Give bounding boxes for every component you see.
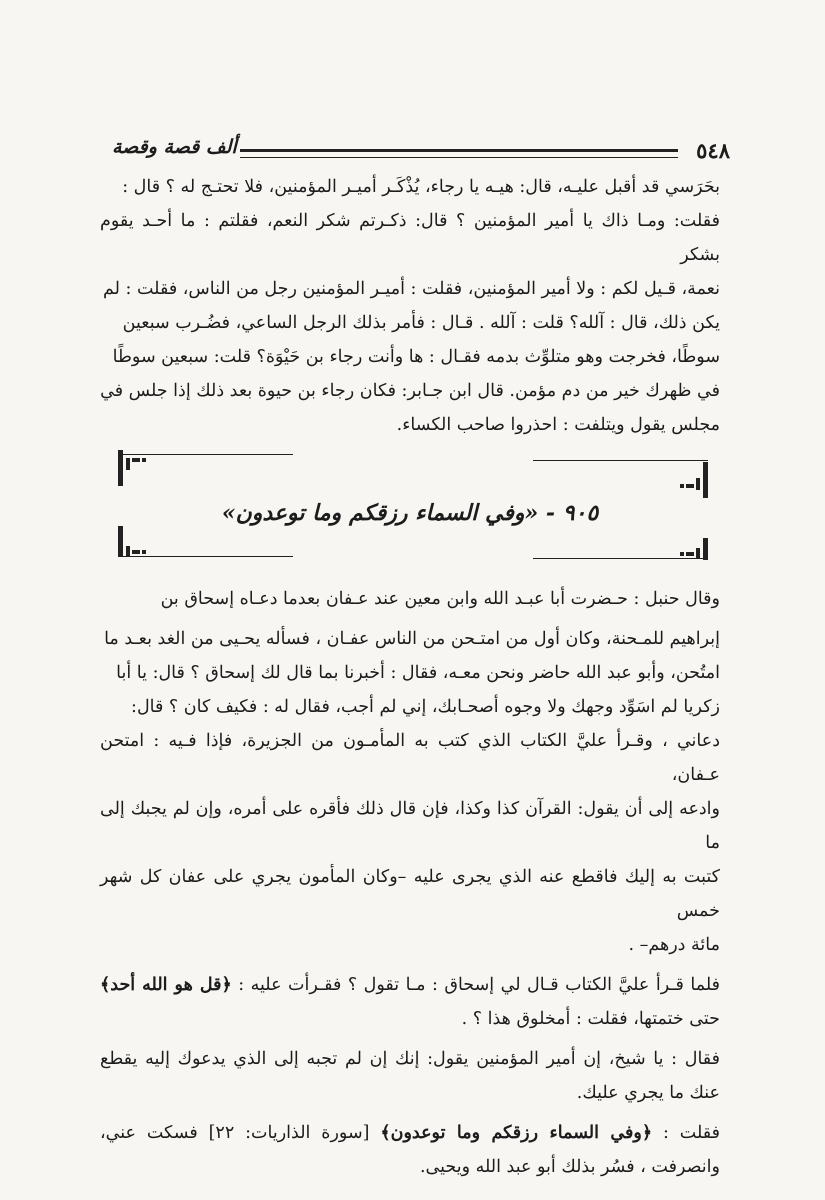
paragraph bbox=[100, 1116, 720, 1184]
text-line: نعمة، قـيل لكم : ولا أمير المؤمنين، فقلت : أميـر المؤمنين رجل من الناس، فقلت : لم bbox=[103, 279, 720, 299]
quran-quote: ﴿قل هو الله أحد﴾ bbox=[100, 975, 232, 995]
text-line: في ظهرك خير من دم مؤمن. قال ابن جـابر: فكان رجاء بن حيوة بعد ذلك إذا جلس في bbox=[100, 381, 720, 401]
continued-story-paragraph bbox=[100, 170, 720, 442]
paragraph-text: [سورة الذاريات: ٢٢] فسكت عني، وانصرفت ، فسُر بذلك أبو عبد الله ويحيى. bbox=[100, 1123, 720, 1177]
paragraph-text: فقلت : bbox=[652, 1123, 720, 1143]
text-line: بحَرَسي قد أقبل عليـه، قال: هيـه يا رجاء، يُذْكَـر أميـر المؤمنين، فلا تحتـج له ؟ قال : bbox=[122, 177, 720, 197]
paragraph bbox=[100, 582, 720, 962]
text-line: زكريا لم اسَوِّد وجهك ولا وجوه أصحـابك، إني لم أجب، فقال له : فكيف كان ؟ قال: bbox=[131, 697, 720, 717]
text-line: وقال حنبل : حـضرت أبا عبـد الله وابن معين عند عـفان بعدما دعـاه إسحاق بن bbox=[160, 589, 720, 609]
running-title: ألف قصة وقصة bbox=[112, 136, 237, 158]
text-line: سوطًا، فخرجت وهو متلوِّث بدمه فقـال : ها وأنت رجاء بن حَيْوَة؟ قلت: سبعين سوطًا bbox=[112, 347, 720, 367]
header-rule bbox=[240, 149, 678, 158]
quran-quote: ﴿وفي السماء رزقكم وما توعدون﴾ bbox=[380, 1123, 653, 1143]
paragraph-text: فلما قـرأ عليَّ الكتاب قـال لي إسحاق : مـا تقول ؟ فقـرأت عليه : bbox=[231, 975, 720, 995]
text-line: مجلس يقول ويتلفت : احذروا صاحب الكساء. bbox=[396, 415, 720, 435]
paragraph bbox=[100, 968, 720, 1036]
text-line: يكن ذلك، قال : آلله؟ قلت : آلله . قـال : فأمر بذلك الرجل الساعي، فضُـرب سبعين bbox=[122, 313, 720, 333]
running-header bbox=[110, 136, 730, 166]
text-line: وادعه إلى أن يقول: القرآن كذا وكذا، فإن قال ذلك فأقره على أمره، وإن لم يجبك إلى ما bbox=[100, 799, 720, 853]
text-line: مائة درهم– . bbox=[628, 935, 720, 955]
paragraph: فقال : يا شيخ، إن أمير المؤمنين يقول: إنك إن لم تجبه إلى الذي يدعوك إليه يقطع عنك ما يجري عليك. bbox=[100, 1049, 720, 1103]
story-body bbox=[100, 582, 720, 1190]
paragraph-text: حتى ختمتها، فقلت : أمخلوق هذا ؟ . bbox=[461, 1009, 720, 1029]
page-number: ٥٤٨ bbox=[696, 138, 730, 163]
text-line: إبراهيم للمـحنة، وكان أول من امتـحن من الناس عفـان ، فسأله يحـيى من الغد بعـد ما bbox=[104, 629, 720, 649]
section-title: ٩٠٥ - «وفي السماء رزقكم وما توعدون» bbox=[221, 500, 599, 526]
text-line: امتُحن، وأبو عبد الله حاضر ونحن معـه، فقال : أخبرنا بما قال لك إسحاق ؟ قال: يا أبا bbox=[116, 663, 720, 683]
text-line: فقلت: ومـا ذاك يا أمير المؤمنين ؟ قال: ذكـرتم شكر النعم، فقلتم : ما أحـد يقوم بشكر bbox=[100, 211, 720, 265]
text-line: كتبت به إليك فاقطع عنه الذي يجرى عليه –وكان المأمون يجري على عفان كل شهر خمس bbox=[100, 867, 720, 921]
text-line: دعاني ، وقـرأ عليَّ الكتاب الذي كتب به المأمـون من الجزيرة، فإذا فـيه : امتحن عـفان، bbox=[100, 731, 720, 785]
